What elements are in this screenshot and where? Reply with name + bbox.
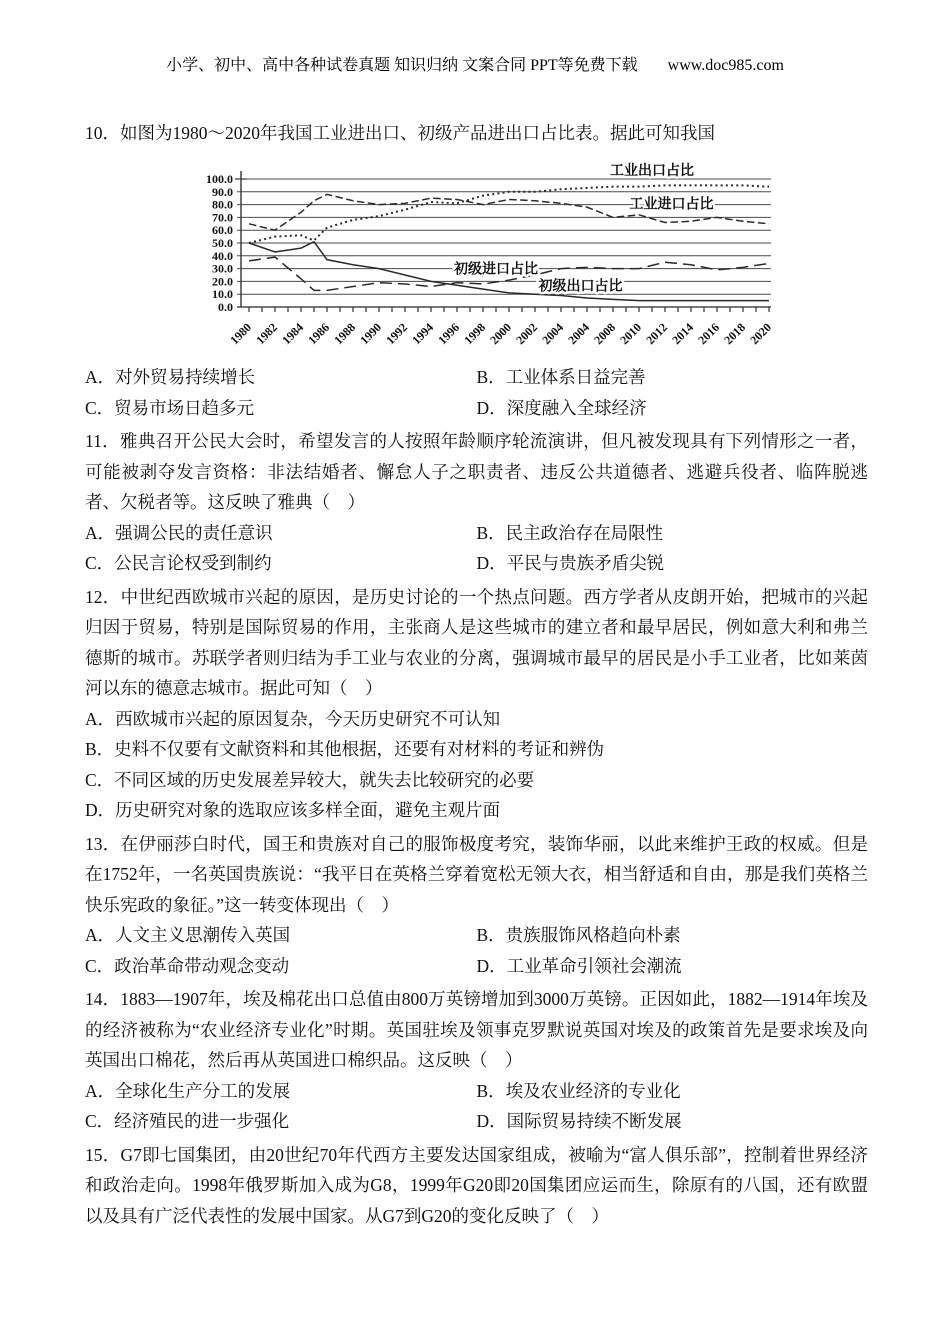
option-D: D．国际贸易持续不断发展: [476, 1111, 682, 1131]
question-number: 11．: [85, 431, 120, 451]
question-text: 1883—1907年，埃及棉花出口总值由800万英镑增加到3000万英镑。正因如此，1882—1914年埃及的经济被称为“农业经济专业化”时期。英国驻埃及领事克罗默说英国对埃及的政策首先是要求埃及向英国出口棉花，然后再从英国进口棉织品。这反映（ ）: [85, 989, 868, 1070]
site-banner: [0, 52, 950, 75]
option-D: D．工业革命引领社会潮流: [476, 955, 682, 976]
y-axis-label: 20.0: [212, 273, 233, 288]
series-label: 工业出口占比: [610, 163, 694, 179]
series-label: 工业进口占比: [629, 196, 714, 212]
option-C: C．经济殖民的进一步强化: [85, 1111, 290, 1131]
option-D: D．深度融入全球经济: [476, 397, 647, 418]
x-axis-label: 2014: [669, 319, 697, 347]
x-axis-label: 1984: [279, 319, 307, 347]
option-D: D．历史研究对象的选取应该多样全面，避免主观片面: [85, 800, 501, 820]
option-A: A．人文主义思潮传入英国: [85, 925, 291, 945]
series-label: 初级进口占比: [454, 262, 538, 278]
x-axis-label: 2000: [487, 319, 515, 347]
y-axis-label: 90.0: [212, 184, 233, 199]
y-axis-label: 50.0: [212, 235, 233, 250]
option-C: C．公民言论权受到制约: [85, 553, 272, 573]
x-axis-label: 1994: [409, 319, 437, 347]
y-axis-label: 30.0: [212, 261, 233, 276]
option-D: D．平民与贵族矛盾尖锐: [476, 553, 665, 573]
option-A: A．对外贸易持续增长: [85, 367, 256, 387]
question-number: 15．: [85, 1144, 121, 1165]
question-text: 在伊丽莎白时代，国王和贵族对自己的服饰极度考究，装饰华丽，以此来维护王政的权威。但是在1752年，一名英国贵族说：“我平日在英格兰穿着宽松无领大衣，相当舒适和自由，那是我们英格兰快乐宪政的象征。”这一转变体现出（ ）: [85, 833, 869, 915]
option-A: A．全球化生产分工的发展: [85, 1080, 291, 1101]
question-text: 雅典召开公民大会时，希望发言的人按照年龄顺序轮流演讲，但凡被发现具有下列情形之一者，可能被剥夺发言资格：非法结婚者、懈怠人子之职责者、违反公共道德者、逃避兵役者、临阵脱逃者、欠税者等。这反映了雅典（ ）: [85, 431, 869, 512]
option-A: A．强调公民的责任意识: [85, 522, 273, 543]
question-14: [85, 984, 868, 1137]
question-10: [85, 118, 868, 423]
question-stem: [85, 426, 868, 518]
question-number: 10．: [85, 123, 120, 143]
trade-share-chart: [179, 155, 779, 361]
options: [85, 1076, 868, 1137]
question-13: [85, 829, 868, 982]
x-axis-label: 1996: [435, 319, 463, 347]
x-axis-label: 2004: [565, 319, 593, 347]
exam-content: [85, 118, 868, 1231]
x-axis-label: 2012: [643, 319, 671, 347]
x-axis-label: 1982: [253, 319, 281, 347]
y-axis-label: 100.0: [206, 171, 233, 186]
x-axis-label: 1990: [357, 319, 385, 347]
option-C: C．政治革命带动观念变动: [85, 955, 290, 976]
banner-text: 小学、初中、高中各种试卷真题 知识归纳 文案合同 PPT等免费下载: [166, 57, 638, 74]
question-number: 12．: [85, 586, 121, 607]
option-B: B．工业体系日益完善: [476, 367, 646, 387]
question-stem: [85, 1140, 868, 1232]
question-text: 如图为1980～2020年我国工业进出口、初级产品进出口占比表。据此可知我国: [120, 123, 715, 143]
option-A: A．西欧城市兴起的原因复杂，今天历史研究不可认知: [85, 708, 501, 729]
question-text: 中世纪西欧城市兴起的原因，是历史讨论的一个热点问题。西方学者从皮朗开始，把城市的兴起归因于贸易，特别是国际贸易的作用，主张商人是这些城市的建立者和最早居民，例如意大利和弗兰德斯的城市。苏联学者则归结为手工业与农业的分离，强调城市最早的居民是小手工业者，比如莱茵河以东的德意志城市。据此可知（ ）: [85, 586, 869, 698]
x-axis-label: 1992: [383, 319, 411, 347]
options: [85, 362, 868, 423]
option-C: C．贸易市场日趋多元: [85, 397, 255, 418]
y-axis-label: 40.0: [212, 248, 233, 263]
x-axis-label: 1998: [461, 319, 489, 347]
site-url: www.doc985.com: [667, 57, 784, 74]
x-axis-label: 2010: [617, 319, 645, 347]
y-axis-label: 70.0: [212, 209, 233, 224]
x-axis-label: 2018: [721, 319, 749, 347]
question-stem: [85, 984, 868, 1076]
x-axis-label: 2002: [513, 319, 541, 347]
x-axis-label: 2016: [695, 319, 723, 347]
y-axis-label: 80.0: [212, 197, 233, 212]
option-B: B．贵族服饰风格趋向朴素: [476, 925, 681, 945]
option-B: B．史料不仅要有文献资料和其他根据，还要有对材料的考证和辨伪: [85, 739, 605, 759]
x-axis-label: 1986: [305, 319, 333, 347]
option-B: B．民主政治存在局限性: [476, 522, 664, 543]
trade-share-chart-svg: [179, 155, 779, 351]
question-stem: [85, 118, 868, 149]
x-axis-label: 1980: [227, 319, 255, 347]
options: [85, 920, 868, 981]
question-text: G7即七国集团，由20世纪70年代西方主要发达国家组成，被喻为“富人俱乐部”，控制着世界经济和政治走向。1998年俄罗斯加入成为G8，1999年G20即20国集团应运而生，除原有的八国，还有欧盟以及具有广泛代表性的发展中国家。从G7到G20的变化反映了（ ）: [85, 1144, 869, 1226]
question-number: 13．: [85, 833, 121, 854]
option-C: C．不同区域的历史发展差异较大，就失去比较研究的必要: [85, 769, 535, 790]
y-axis-label: 0.0: [218, 299, 233, 314]
question-11: [85, 426, 868, 579]
question-stem: [85, 582, 868, 704]
x-axis-label: 2020: [747, 319, 775, 347]
y-axis-label: 10.0: [212, 286, 233, 301]
option-B: B．埃及农业经济的专业化: [476, 1080, 681, 1101]
question-15: [85, 1140, 868, 1232]
options: [85, 704, 868, 826]
question-stem: [85, 829, 868, 921]
x-axis-label: 1988: [331, 319, 359, 347]
series-label: 初级出口占比: [538, 278, 623, 294]
question-number: 14．: [85, 989, 121, 1009]
question-12: [85, 582, 868, 826]
y-axis-label: 60.0: [212, 222, 233, 237]
options: [85, 518, 868, 579]
x-axis-label: 2008: [591, 319, 619, 347]
x-axis-label: 2004: [539, 319, 567, 347]
